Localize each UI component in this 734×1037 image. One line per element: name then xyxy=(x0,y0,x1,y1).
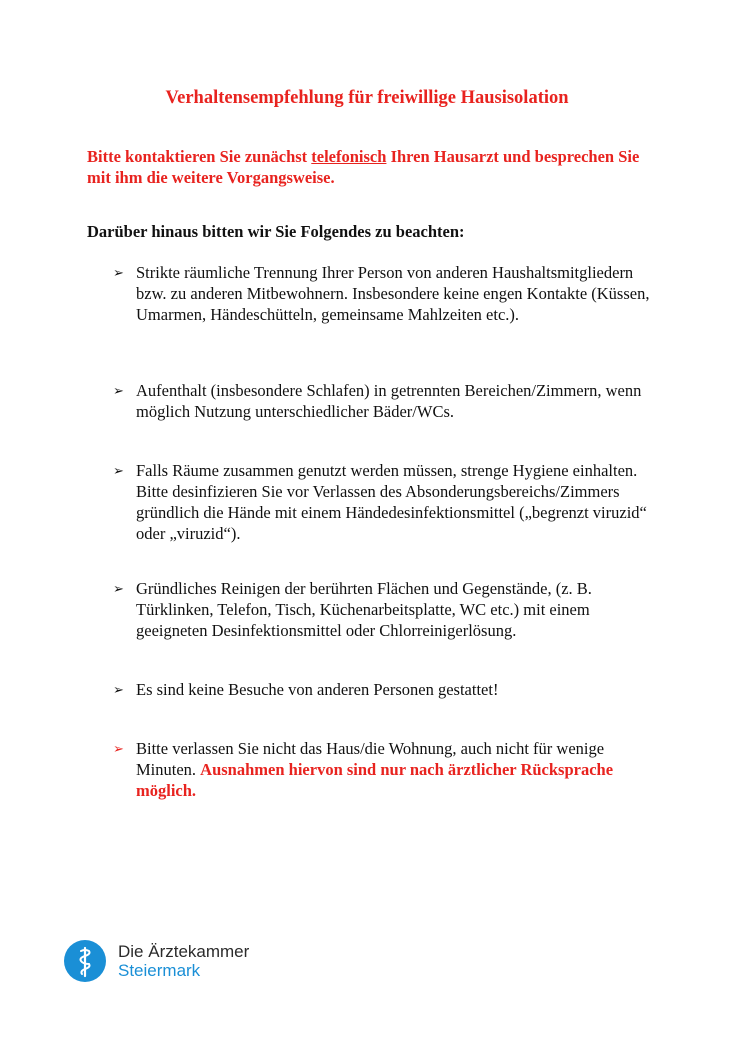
arrow-bullet-icon: ➢ xyxy=(113,741,124,756)
list-item-text: Aufenthalt (insbesondere Schlafen) in getrennten Bereichen/Zimmern, wenn möglich Nutzung unterschiedlicher Bäder/WCs. xyxy=(136,381,642,421)
intro-text-start: Bitte kontaktieren Sie zunächst xyxy=(87,147,312,166)
list-item-text: Strikte räumliche Trennung Ihrer Person von anderen Haushaltsmitgliedern bzw. zu anderen Mitbewohnern. Insbesondere keine engen Kontakte (Küssen, Umarmen, Händeschütteln, gemeinsame Mahlzeiten etc.). xyxy=(136,263,650,324)
intro-paragraph xyxy=(87,146,657,188)
aerztekammer-logo xyxy=(64,936,304,986)
arrow-bullet-icon: ➢ xyxy=(113,581,124,596)
list-item xyxy=(113,380,653,422)
subheading: Darüber hinaus bitten wir Sie Folgendes zu beachten: xyxy=(87,222,465,241)
list-item xyxy=(113,578,653,641)
list-item xyxy=(113,679,653,700)
arrow-bullet-icon: ➢ xyxy=(113,682,124,697)
list-item xyxy=(113,460,653,544)
arrow-bullet-icon: ➢ xyxy=(113,383,124,398)
list-item-emphasis: Ausnahmen hiervon sind nur nach ärztlicher Rücksprache möglich. xyxy=(136,760,614,800)
list-item-text: Falls Räume zusammen genutzt werden müssen, strenge Hygiene einhalten. Bitte desinfizieren Sie vor Verlassen des Absonderungsbereichs/Zimmers gründlich die Hände mit einem Händedesinfektionsmittel („begrenzt viruzid“ oder „viruzid“). xyxy=(136,461,647,543)
arrow-bullet-icon: ➢ xyxy=(113,265,124,280)
list-item xyxy=(113,262,653,325)
document-title: Verhaltensempfehlung für freiwillige Hausisolation xyxy=(165,88,569,108)
list-item-warning xyxy=(113,738,653,801)
aesculapius-staff-icon xyxy=(64,940,106,982)
logo-line2: Steiermark xyxy=(118,961,201,980)
list-item-text xyxy=(136,738,653,801)
list-item-text: Es sind keine Besuche von anderen Personen gestattet! xyxy=(136,680,499,699)
logo-line1: Die Ärztekammer xyxy=(118,942,250,961)
intro-underlined-word: telefonisch xyxy=(311,147,387,166)
list-item-plain-text: Bitte verlassen Sie nicht das Haus/die Wohnung, auch nicht für wenige Minuten. xyxy=(136,739,605,779)
list-item-text: Gründliches Reinigen der berührten Flächen und Gegenstände, (z. B. Türklinken, Telefon, Tisch, Küchenarbeitsplatte, WC etc.) mit einem geeigneten Desinfektionsmittel oder Chlorreinigerlösung. xyxy=(136,579,592,640)
intro-text-end: Ihren Hausarzt und besprechen Sie mit ihm die weitere Vorgangsweise. xyxy=(87,147,640,187)
arrow-bullet-icon: ➢ xyxy=(113,463,124,478)
